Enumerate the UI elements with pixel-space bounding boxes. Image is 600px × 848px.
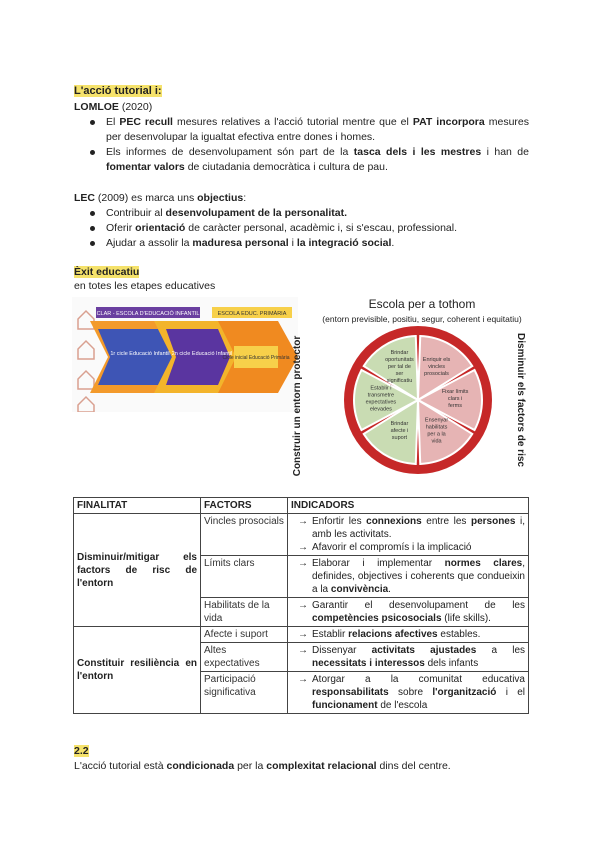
school-for-all-wheel xyxy=(290,296,530,476)
wheel-title: Escola per a tothom xyxy=(368,297,476,311)
list-item: El PEC recull mesures relatives a l'acció tutorial mentre que el PAT incorpora mesures per desenvolupar la igualtat efectiva entre dones i homes. xyxy=(88,115,529,145)
wheel-segment-label: Enriquir els vincles prosocials xyxy=(422,356,451,377)
indicator-cell xyxy=(288,643,529,672)
finalitat-cell: Constituir resiliència en l'entorn xyxy=(74,627,201,714)
table-header: INDICADORS xyxy=(288,498,529,514)
factor-cell: Habilitats de la vida xyxy=(201,598,288,627)
indicator-item: → Atorgar a la comunitat educativa responsabilitats sobre l'organització i el funcionament de l'escola xyxy=(298,674,525,711)
indicator-cell xyxy=(288,627,529,643)
stage-label: 1r cicle Educació Infantil xyxy=(110,351,170,357)
factor-cell: Vincles prosocials xyxy=(201,514,288,556)
factors-table xyxy=(73,497,529,714)
finalitat-cell: Disminuir/mitigar els factors de risc de l'entorn xyxy=(74,514,201,627)
wheel-segment-label: Brindar afecte i suport xyxy=(390,421,409,442)
indicator-item: → Dissenyar activitats ajustades a les necessitats i interessos dels infants xyxy=(298,645,526,669)
stage-top-label: CLAR - ESCOLA D'EDUCACIÓ INFANTIL xyxy=(96,311,200,317)
section-number: 2.2 xyxy=(74,745,89,757)
list-item: Els informes de desenvolupament són part de la tasca dels i les mestres i han de fomentar valors de ciutadania democràtica i cultura de pau. xyxy=(88,145,529,175)
table-row xyxy=(74,514,529,556)
table-header: FINALITAT xyxy=(74,498,201,514)
exit-subtitle: en totes les etapes educatives xyxy=(74,280,216,292)
arrow-icon: → xyxy=(298,558,308,569)
exit-block xyxy=(74,265,274,293)
wheel-right-label: Disminuir els factors de risc xyxy=(515,333,526,467)
wheel-subtitle: (entorn previsible, positiu, segur, coherent i equitatiu) xyxy=(322,314,522,324)
table-row xyxy=(74,627,529,643)
indicator-cell xyxy=(288,672,529,714)
arrow-icon: → xyxy=(298,629,308,640)
factor-cell: Afecte i suport xyxy=(201,627,288,643)
list-item: Contribuir al desenvolupament de la personalitat. xyxy=(88,206,529,221)
lomloe-label: LOMLOE xyxy=(74,101,119,113)
lomloe-block: LOMLOE (2020) El PEC recull mesures relatives a l'acció tutorial mentre que el PAT incorpora mesures per desenvolupar la igualtat efectiva entre dones i homes. Els informes de desenvolupament són part de la tasca dels i les mestres i han de fomentar valors de ciutadania democràtica i cultura de pau. xyxy=(74,101,529,173)
indicator-item: → Establir relacions afectives estables. xyxy=(298,629,481,640)
indicator-item: → Enfortir les connexions entre les persones i, amb les activitats. xyxy=(298,516,525,540)
factor-cell: Participació significativa xyxy=(201,672,288,714)
wheel-left-label: Construir un entorn protector xyxy=(292,335,303,476)
wheel-segment-label: Fixar límits clars i ferms xyxy=(441,389,469,409)
arrow-icon: → xyxy=(298,645,308,656)
indicator-cell xyxy=(288,598,529,627)
lec-label: LEC xyxy=(74,192,95,204)
section-2-2-text: L'acció tutorial està condicionada per la complexitat relacional dins del centre. xyxy=(74,760,451,772)
factor-cell: Altes expectatives xyxy=(201,643,288,672)
exit-heading: Èxit educatiu xyxy=(74,266,140,278)
list-item: Oferir orientació de caràcter personal, acadèmic i, si s'escau, professional. xyxy=(88,221,529,236)
indicator-item: → Elaborar i implementar normes clares, definides, objectives i coherents que condueixin a la convivència. xyxy=(298,558,525,595)
stage-label: 2n cicle Educació Infantil xyxy=(171,351,233,357)
arrow-icon: → xyxy=(298,674,308,685)
education-stages-figure xyxy=(72,297,298,412)
stage-label: Cicle inicial Educació Primària xyxy=(222,355,290,361)
section-heading-accio: L'acció tutorial i: xyxy=(74,85,162,97)
indicator-cell xyxy=(288,514,529,556)
stage-top-label: ESCOLA EDUC. PRIMÀRIA xyxy=(217,311,287,317)
indicator-item: → Afavorir el compromís i la implicació xyxy=(298,542,472,553)
wheel-segment-label: Brindar oportunitats per tal de ser significatiu xyxy=(385,349,414,384)
table-header: FACTORS xyxy=(201,498,288,514)
wheel-segment-label: Establir i transmetre expectatives elevades xyxy=(365,385,397,413)
section-2-2 xyxy=(74,744,529,774)
arrow-icon: → xyxy=(298,516,308,527)
list-item: Ajudar a assolir la maduresa personal i la integració social. xyxy=(88,236,529,251)
lomloe-list xyxy=(88,115,529,175)
wheel-segment-label: Ensenyar habilitats per a la vida xyxy=(424,417,449,445)
factor-cell: Límits clars xyxy=(201,556,288,598)
indicator-cell xyxy=(288,556,529,598)
arrow-icon: → xyxy=(298,600,308,611)
lec-block: LEC (2009) es marca uns objectius: Contribuir al desenvolupament de la personalitat. Oferir orientació de caràcter personal, acadèmic i, si s'escau, professional. Ajudar a assolir la maduresa personal i la integració social. xyxy=(74,191,529,251)
arrow-icon: → xyxy=(298,542,308,553)
indicator-item: → Garantir el desenvolupament de les competències psicosocials (life skills). xyxy=(298,600,525,624)
lec-list xyxy=(88,206,529,251)
